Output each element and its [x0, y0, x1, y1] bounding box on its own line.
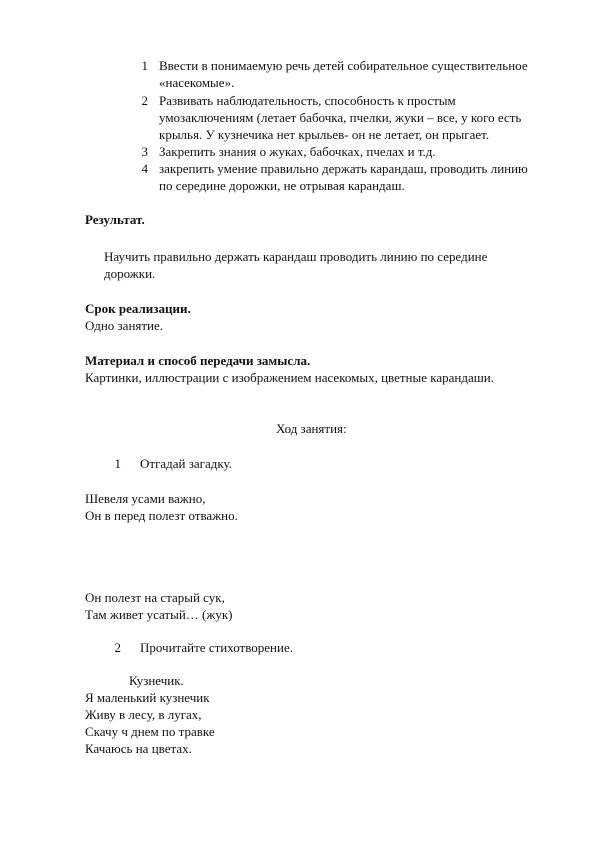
- material-text: Картинки, иллюстрации с изображением насекомых, цветные карандаши.: [85, 370, 494, 385]
- goal-text: по середине дорожки, не отрывая карандаш.: [159, 178, 405, 193]
- goal-text: закрепить умение правильно держать карандаш, проводить линию: [159, 161, 528, 176]
- term-heading: Срок реализации.: [85, 301, 191, 316]
- goal-number: 2: [141, 93, 148, 108]
- step-number: 2: [114, 640, 121, 655]
- goal-text: умозаключениям (летает бабочка, пчелки, жуки – все, у кого есть: [159, 110, 522, 125]
- poem-line: Качаюсь на цветах.: [85, 741, 192, 756]
- poem-title: Кузнечик.: [129, 673, 184, 688]
- goal-text: Развивать наблюдательность, способность к простым: [159, 93, 456, 108]
- riddle-line: Он полезт на старый сук,: [85, 590, 225, 605]
- poem-line: Я маленький кузнечик: [85, 690, 210, 705]
- goal-number: 3: [141, 144, 148, 159]
- riddle-line: Там живет усатый… (жук): [85, 607, 233, 622]
- poem-line: Скачу ч днем по травке: [85, 724, 215, 739]
- step-text: Отгадай загадку.: [140, 456, 232, 471]
- term-text: Одно занятие.: [85, 318, 164, 333]
- step-number: 1: [114, 456, 121, 471]
- result-text: дорожки.: [104, 266, 156, 281]
- goal-text: Ввести в понимаемую речь детей собирательное существительное: [159, 58, 528, 73]
- goal-text: Закрепить знания о жуках, бабочках, пчелах и т.д.: [159, 144, 436, 159]
- poem-line: Живу в лесу, в лугах,: [85, 707, 202, 722]
- lesson-title: Ход занятия:: [276, 421, 347, 436]
- goal-number: 1: [141, 58, 148, 73]
- goal-number: 4: [141, 161, 148, 176]
- riddle-line: Шевеля усами важно,: [85, 491, 206, 506]
- goal-text: «насекомые».: [159, 75, 235, 90]
- result-heading: Результат.: [85, 212, 145, 227]
- step-text: Прочитайте стихотворение.: [140, 640, 293, 655]
- goal-text: крылья. У кузнечика нет крыльев- он не летает, он прыгает.: [159, 127, 490, 142]
- riddle-line: Он в перед полезт отважно.: [85, 508, 238, 523]
- material-heading: Материал и способ передачи замысла.: [85, 353, 311, 368]
- result-text: Научить правильно держать карандаш проводить линию по середине: [104, 249, 488, 264]
